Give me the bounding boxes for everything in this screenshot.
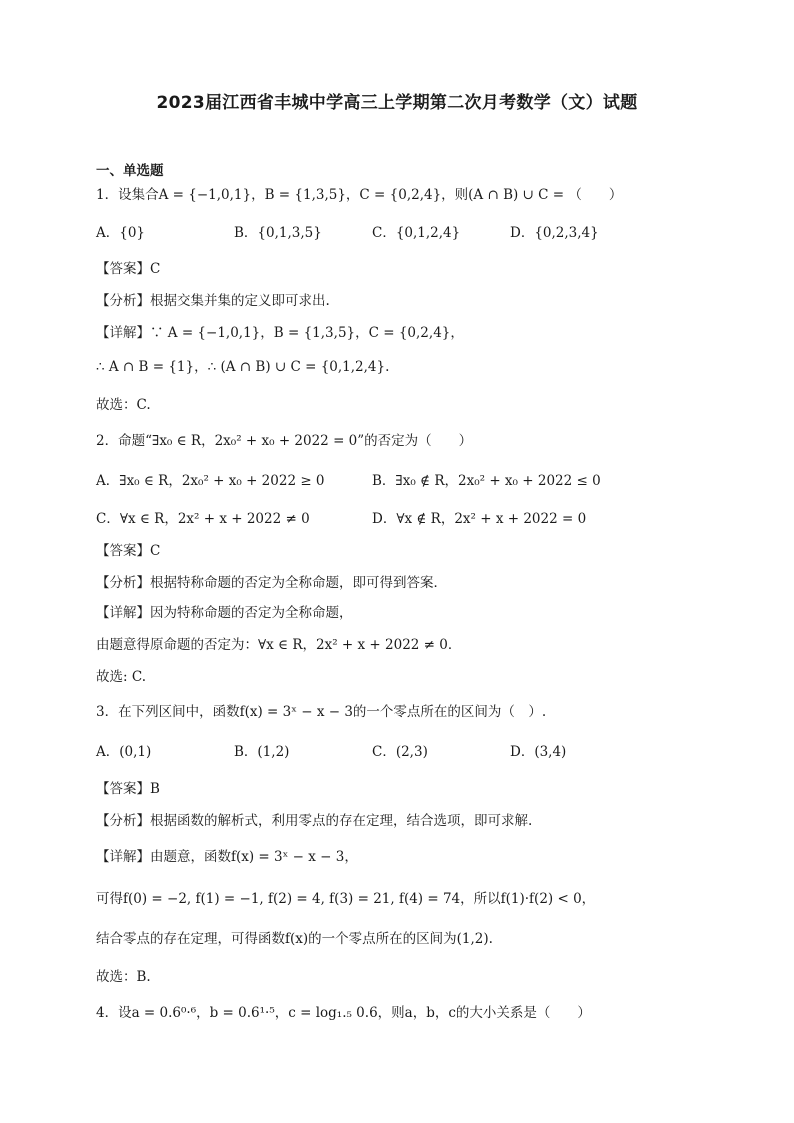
question-2-analysis: 【分析】根据特称命题的否定为全称命题，即可得到答案． xyxy=(96,575,447,591)
question-3-detail-line-2: 可得f(0) = −2, f(1) = −1, f(2) = 4, f(3) = 21, f(4) = 74，所以f(1)·f(2) < 0， xyxy=(96,891,596,907)
question-3-option-c: C．(2,3) xyxy=(372,744,428,760)
question-1-option-c: C．{0,1,2,4} xyxy=(372,225,461,241)
question-3-analysis: 【分析】根据函数的解析式，利用零点的存在定理，结合选项，即可求解. xyxy=(96,813,533,829)
question-3-answer: 【答案】B xyxy=(96,781,160,797)
question-1-option-d: D．{0,2,3,4} xyxy=(510,225,599,241)
question-1-analysis: 【分析】根据交集并集的定义即可求出. xyxy=(96,293,330,309)
question-2-detail-line-2: 由题意得原命题的否定为：∀x ∈ R，2x² + x + 2022 ≠ 0． xyxy=(96,637,462,653)
question-3-option-b: B．(1,2) xyxy=(234,744,290,760)
page-title: 2023届江西省丰城中学高三上学期第二次月考数学（文）试题 xyxy=(156,93,638,113)
question-2-choice: 故选: C. xyxy=(96,669,146,685)
question-1-answer: 【答案】C xyxy=(96,261,161,277)
question-2-option-b: B．∃x₀ ∉ R，2x₀² + x₀ + 2022 ≤ 0 xyxy=(372,473,601,489)
question-2-detail-line-1: 【详解】因为特称命题的否定为全称命题， xyxy=(96,605,353,621)
question-2-option-c: C．∀x ∈ R，2x² + x + 2022 ≠ 0 xyxy=(96,511,310,527)
question-1-stem: 1．设集合A = {−1,0,1}，B = {1,3,5}，C = {0,2,4}，则(A ∩ B) ∪ C = （ ） xyxy=(96,187,623,203)
question-1-option-b: B．{0,1,3,5} xyxy=(234,225,322,241)
question-1-detail-line-1: 【详解】∵ A = {−1,0,1}，B = {1,3,5}，C = {0,2,4}， xyxy=(96,325,464,341)
question-3-detail-line-1: 【详解】由题意，函数f(x) = 3ˣ − x − 3， xyxy=(96,849,358,865)
question-3-choice: 故选：B. xyxy=(96,969,151,985)
question-2-option-a: A．∃x₀ ∈ R，2x₀² + x₀ + 2022 ≥ 0 xyxy=(96,473,325,489)
question-2-stem: 2．命题“∃x₀ ∈ R，2x₀² + x₀ + 2022 = 0”的否定为（ ） xyxy=(96,433,473,449)
section-heading: 一、单选题 xyxy=(96,163,164,179)
question-1-choice: 故选：C. xyxy=(96,397,151,413)
question-3-stem: 3．在下列区间中，函数f(x) = 3ˣ − x − 3的一个零点所在的区间为（ ）. xyxy=(96,704,547,720)
question-1-detail-line-2: ∴ A ∩ B = {1}，∴ (A ∩ B) ∪ C = {0,1,2,4}. xyxy=(96,359,390,375)
question-1-option-a: A．{0} xyxy=(96,225,146,241)
question-3-option-a: A．(0,1) xyxy=(96,744,152,760)
question-2-option-d: D．∀x ∉ R，2x² + x + 2022 = 0 xyxy=(372,511,587,527)
question-2-answer: 【答案】C xyxy=(96,543,161,559)
question-4-stem: 4．设a = 0.6⁰·⁶，b = 0.6¹·⁵，c = log₁.₅ 0.6，则a，b，c的大小关系是（ ） xyxy=(96,1005,591,1021)
question-3-option-d: D．(3,4) xyxy=(510,744,567,760)
question-3-detail-line-3: 结合零点的存在定理，可得函数f(x)的一个零点所在的区间为(1,2). xyxy=(96,931,493,947)
